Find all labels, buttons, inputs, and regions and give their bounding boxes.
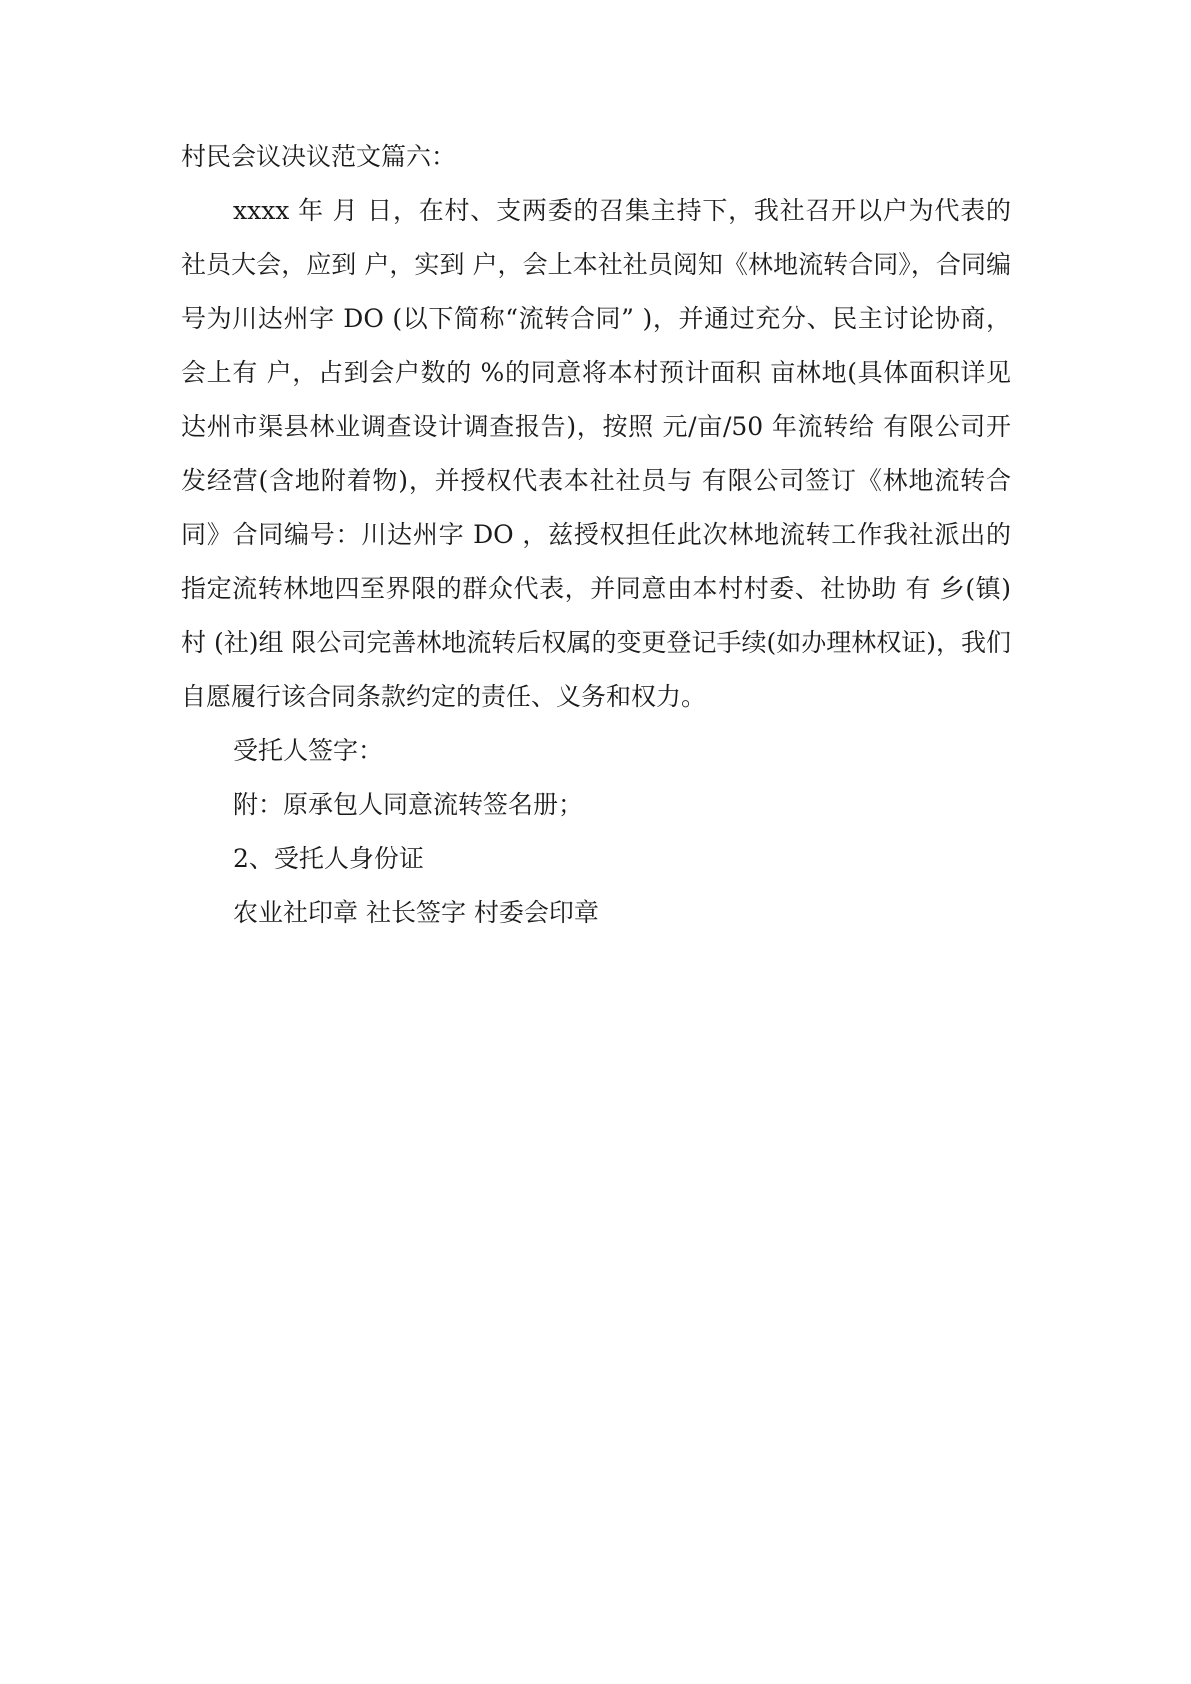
resolution-body: xxxx 年 月 日，在村、支两委的召集主持下，我社召开以户为代表的社员大会，应到 户，实到 户，会上本社社员阅知《林地流转合同》，合同编号为川达州字 DO (以下简称“流转合同” )，并通过充分、民主讨论协商，会上有 户，占到会户数的 %的同意将本村预计面积 亩林地(具体面积详见达州市渠县林业调查设计调查报告)，按照 元/亩/50 年流转给 有限公司开发经营(含地附着物)，并授权代表本社社员与 有限公司签订《林地流转合同》合同编号：川达州字 DO ，兹授权担任此次林地流转工作我社派出的指定流转林地四至界限的群众代表，并同意由本村村委、社协助 有 乡(镇) 村 (社)组 限公司完善林地流转后权属的变更登记手续(如办理林权证)，我们自愿履行该合同条款约定的责任、义务和权力。 — [181, 196, 1011, 711]
document-title: 村民会议决议范文篇六： — [181, 142, 457, 171]
trustee-signature-line: 受托人签字： — [233, 736, 384, 765]
seals-line: 农业社印章 社长签字 村委会印章 — [233, 898, 599, 927]
attachment-line-2: 2、受托人身份证 — [233, 844, 424, 873]
document-content — [181, 130, 1011, 940]
attachment-line-1: 附：原承包人同意流转签名册； — [233, 790, 584, 819]
